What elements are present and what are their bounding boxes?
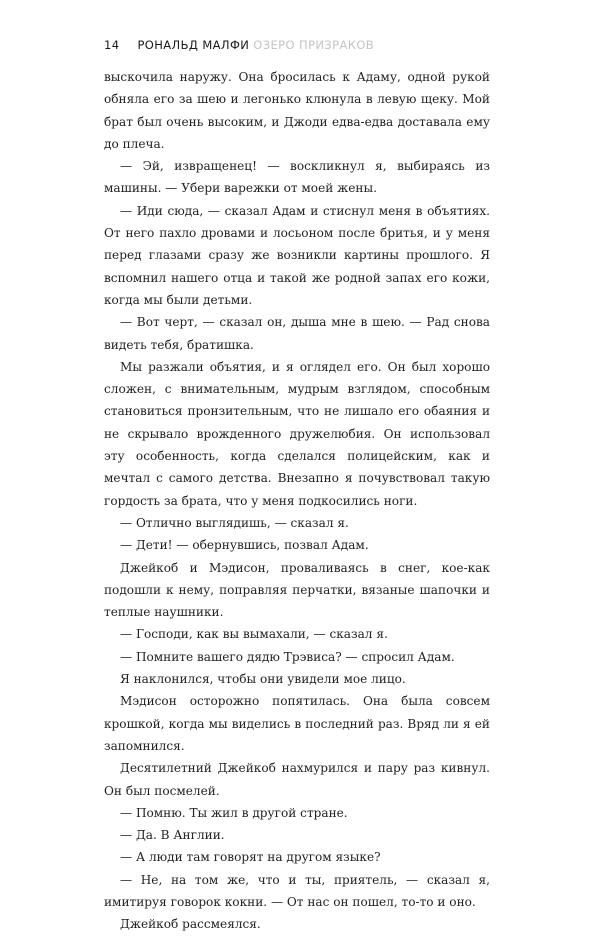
paragraph-5: Мы разжали объятия, и я оглядел его. Он был хорошо сложен, с внимательным, мудрым взглядом, способным становиться пронзительным, что не лишало его обаяния и не скрывало врожденного дружелюбия. Он использовал эту особенность, когда сделался полицейским, как и мечтал с самого детства. Внезапно я почувствовал такую гордость за брата, что у меня подкосились ноги.: [104, 359, 490, 508]
paragraph-6: — Отлично выглядишь, — сказал я.: [120, 515, 349, 530]
paragraph-15: — Да. В Англии.: [120, 828, 225, 843]
paragraph-16: — А люди там говорят на другом языке?: [120, 850, 381, 865]
running-header: [104, 37, 374, 53]
body-text: [104, 66, 490, 936]
paragraph-13: Десятилетний Джейкоб нахмурился и пару раз кивнул. Он был посмелей.: [104, 761, 490, 798]
paragraph-17: — Не, на том же, что и ты, приятель, — сказал я, имитируя говорок кокни. — От нас он пошел, то-то и оно.: [104, 872, 490, 909]
paragraph-14: — Помню. Ты жил в другой стране.: [120, 805, 348, 820]
paragraph-12: Мэдисон осторожно попятилась. Она была совсем крошкой, когда мы виделись в последний раз. Вряд ли я ей запомнился.: [104, 694, 490, 753]
paragraph-10: — Помните вашего дядю Трэвиса? — спросил Адам.: [120, 649, 455, 664]
book-title: ОЗЕРО ПРИЗРАКОВ: [253, 38, 375, 52]
author-name: РОНАЛЬД МАЛФИ: [137, 38, 250, 52]
paragraph-1: выскочила наружу. Она бросилась к Адаму, одной рукой обняла его за шею и легонько клюнула в левую щеку. Мой брат был очень высоким, и Джоди едва-едва доставала ему до плеча.: [104, 70, 490, 151]
paragraph-2: — Эй, извращенец! — воскликнул я, выбираясь из машины. — Убери варежки от моей жены.: [104, 159, 490, 196]
paragraph-8: Джейкоб и Мэдисон, проваливаясь в снег, кое-как подошли к нему, поправляя перчатки, вязаные шапочки и теплые наушники.: [104, 560, 490, 620]
page-number: 14: [104, 38, 120, 52]
paragraph-11: Я наклонился, чтобы они увидели мое лицо.: [120, 672, 406, 687]
paragraph-4: — Вот черт, — сказал он, дыша мне в шею. — Рад снова видеть тебя, братишка.: [104, 315, 490, 352]
paragraph-7: — Дети! — обернувшись, позвал Адам.: [120, 538, 369, 553]
paragraph-18: Джейкоб рассмеялся.: [120, 917, 261, 932]
paragraph-9: — Господи, как вы вымахали, — сказал я.: [120, 627, 388, 642]
paragraph-3: — Иди сюда, — сказал Адам и стиснул меня в объятиях. От него пахло дровами и лосьоном после бритья, и у меня перед глазами сразу же возникли картины прошлого. Я вспомнил нашего отца и такой же родной запах его кожи, когда мы были детьми.: [104, 203, 490, 307]
